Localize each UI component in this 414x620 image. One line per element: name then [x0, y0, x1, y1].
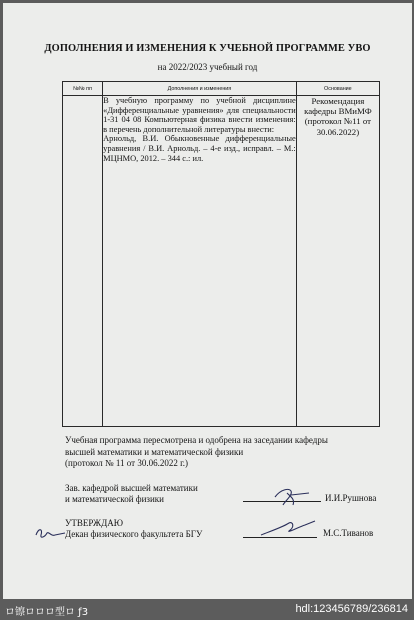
- signature-dean-icon: [259, 517, 317, 539]
- basis-protocol: (протокол №11 от 30.06.2022): [304, 116, 372, 137]
- academic-year: на 2022/2023 учебный год: [157, 62, 258, 72]
- changes-table: [62, 81, 380, 427]
- handle-id: hdl:123456789/236814: [295, 603, 408, 615]
- changes-text: В учебную программу по учебной дисциплине «Дифференциальные уравнения» для специальности 1-31 04 08 Компьютерная физика внести изменения: в перечень дополнительной литературы внести:: [103, 96, 296, 134]
- basis-recommendation: Рекомендация кафедры ВМиМФ: [304, 96, 372, 117]
- review-line-2: высшей математики и математической физики: [65, 446, 244, 457]
- approve-label: УТВЕРЖДАЮ: [65, 518, 124, 528]
- head-title-line-1: Зав. кафедрой высшей математики: [65, 483, 198, 493]
- head-title-line-2: и математической физики: [65, 494, 164, 505]
- table-header-row: [63, 82, 380, 96]
- header-number: №№ пп: [63, 82, 103, 96]
- cell-changes: [103, 96, 297, 427]
- table-row: [63, 96, 380, 427]
- signature-head-icon: [271, 485, 315, 509]
- approval-block: [65, 518, 202, 540]
- header-basis: Основание: [296, 82, 379, 96]
- dean-name: М.С.Тиванов: [323, 528, 374, 538]
- review-line-1: Учебная программа пересмотрена и одобрена на заседании кафедры: [65, 435, 328, 445]
- literature-reference: Арнольд, В.И. Обыкновенные дифференциальные уравнения / В.И. Арнольд. – 4-е изд., исправл. – М.: МЦНМО, 2012. – 344 с.: ил.: [103, 134, 296, 163]
- review-line-3: (протокол № 11 от 30.06.2022 г.): [65, 458, 189, 468]
- approve-title: Декан физического факультета БГУ: [65, 529, 203, 540]
- review-note: [65, 435, 395, 470]
- cell-basis: [296, 96, 379, 427]
- document-page: [3, 3, 412, 599]
- department-head-block: [65, 483, 198, 505]
- approval-mark-icon: [33, 523, 69, 543]
- head-name: И.И.Рушнова: [325, 493, 377, 503]
- cell-number: [63, 96, 103, 427]
- document-title: ДОПОЛНЕНИЯ И ИЗМЕНЕНИЯ К УЧЕБНОЙ ПРОГРАММЕ УВО: [44, 43, 371, 54]
- header-changes: Дополнения и изменения: [103, 82, 297, 96]
- footer-left-text: ロ镲ロロロ型ロ ƒ3: [5, 607, 89, 618]
